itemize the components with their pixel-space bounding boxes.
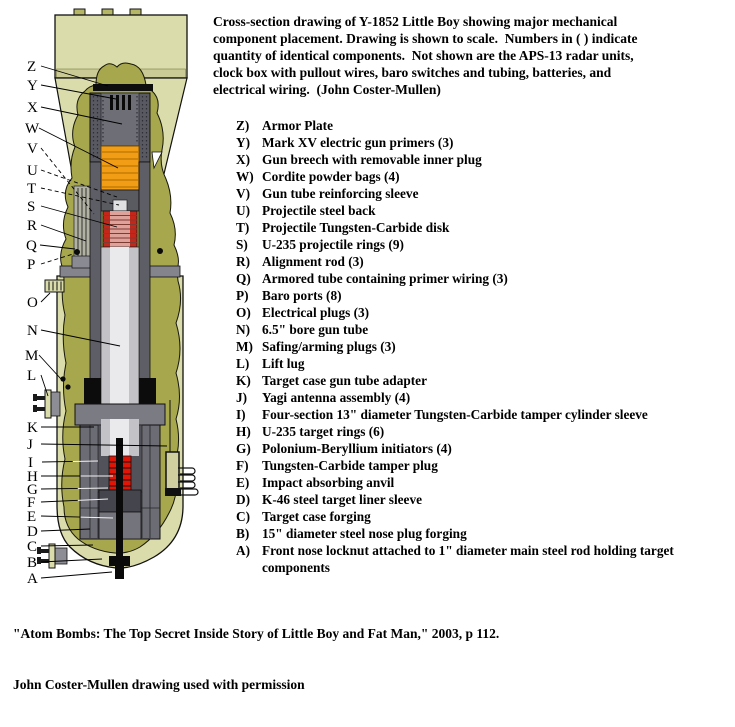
legend-item [236,525,733,542]
legend-item-text: Tungsten-Carbide tamper plug [262,457,733,474]
legend-item-text: Armor Plate [262,117,733,134]
legend-item [236,508,733,525]
legend-item-letter: L) [236,355,262,372]
safing-plug [60,376,65,381]
legend-item [236,219,733,236]
callout-letter-H: H [27,469,38,485]
legend-item-text: Safing/arming plugs (3) [262,338,733,355]
legend-item-text: Projectile steel back [262,202,733,219]
legend-item-text: Front nose locknut attached to 1" diameter main steel rod holding target components [262,542,733,576]
callout-letter-W: W [25,121,40,137]
legend-item-text: Polonium-Beryllium initiators (4) [262,440,733,457]
legend-item [236,372,733,389]
legend-item [236,236,733,253]
callout-letter-A: A [27,571,38,587]
legend-item [236,117,733,134]
baro-port [74,249,80,255]
nose-locknut [109,556,130,566]
leader-line-I [42,461,73,462]
legend-item [236,202,733,219]
bomb-cross-section-diagram [0,0,230,640]
legend-item-text: 6.5" bore gun tube [262,321,733,338]
legend-item-letter: H) [236,423,262,440]
legend-item-text: Gun breech with removable inner plug [262,151,733,168]
electrical-plug [45,280,64,292]
baro-port [157,248,163,254]
callout-letter-P: P [27,257,35,273]
legend-item-letter: E) [236,474,262,491]
u235-projectile-rings [103,211,137,247]
legend-item [236,304,733,321]
lift-lug [33,390,60,418]
callout-letter-V: V [27,141,38,157]
legend-item-text: Yagi antenna assembly (4) [262,389,733,406]
legend-item-text: Baro ports (8) [262,287,733,304]
legend-item-letter: N) [236,321,262,338]
legend-item-letter: Z) [236,117,262,134]
legend-item-text: Projectile Tungsten-Carbide disk [262,219,733,236]
legend-item [236,253,733,270]
callout-letter-K: K [27,420,38,436]
callout-letter-I: I [28,455,33,471]
armor-plate [93,84,153,91]
legend-item-letter: I) [236,406,262,423]
legend-item-letter: Q) [236,270,262,287]
legend-item-text: Target case forging [262,508,733,525]
gun-tube-bore [101,247,139,425]
intro-line: Cross-section drawing of Y-1852 Little Boy showing major mechanical [213,13,733,30]
callout-letter-Y: Y [27,78,38,94]
legend-item [236,355,733,372]
legend-item-text: U-235 projectile rings (9) [262,236,733,253]
intro-line: component placement. Drawing is shown to scale. Numbers in ( ) indicate [213,30,733,47]
component-legend [236,117,733,576]
legend-item [236,321,733,338]
legend-item [236,423,733,440]
callout-letter-D: D [27,524,38,540]
legend-item-text: K-46 steel target liner sleeve [262,491,733,508]
legend-item [236,440,733,457]
callout-letter-L: L [27,368,36,384]
leader-line-A [41,572,112,578]
legend-item-letter: O) [236,304,262,321]
callout-letter-G: G [27,482,38,498]
legend-item-letter: P) [236,287,262,304]
legend-item-letter: V) [236,185,262,202]
callout-letter-O: O [27,295,38,311]
leader-line-G [41,488,78,489]
callout-letter-T: T [27,181,36,197]
callout-letter-E: E [27,509,36,525]
callout-letter-M: M [25,348,38,364]
legend-item-text: Mark XV electric gun primers (3) [262,134,733,151]
intro-line: clock box with pullout wires, baro switches and tubing, batteries, and [213,64,733,81]
legend-item [236,457,733,474]
callout-letter-B: B [27,555,37,571]
legend-item-text: U-235 target rings (6) [262,423,733,440]
citation-line-1: "Atom Bombs: The Top Secret Inside Story of Little Boy and Fat Man," 2003, p 112. [13,625,499,642]
legend-item [236,406,733,423]
legend-item [236,151,733,168]
intro-line: quantity of identical components. Not shown are the APS-13 radar units, [213,47,733,64]
legend-item-text: Armored tube containing primer wiring (3) [262,270,733,287]
legend-item-text: 15" diameter steel nose plug forging [262,525,733,542]
legend-item-text: Four-section 13" diameter Tungsten-Carbide tamper cylinder sleeve [262,406,733,423]
legend-item-letter: D) [236,491,262,508]
legend-item-text: Lift lug [262,355,733,372]
callout-letter-C: C [27,539,37,555]
tungsten-carbide-disk [113,200,127,211]
legend-item [236,134,733,151]
callout-letter-N: N [27,323,38,339]
safing-plug [65,384,70,389]
legend-item-letter: Y) [236,134,262,151]
callout-letter-S: S [27,199,35,215]
callout-letter-F: F [27,495,35,511]
leader-line-O [41,293,50,302]
case-joint-ledge [146,266,180,277]
callout-letter-Q: Q [26,238,37,254]
citation [13,591,499,727]
legend-item [236,185,733,202]
legend-item-letter: K) [236,372,262,389]
legend-item-letter: M) [236,338,262,355]
legend-item-letter: R) [236,253,262,270]
legend-item [236,474,733,491]
legend-item-letter: B) [236,525,262,542]
legend-item-letter: X) [236,151,262,168]
citation-line-2: John Coster-Mullen drawing used with permission [13,676,499,693]
legend-item [236,270,733,287]
legend-item [236,389,733,406]
legend-item-text: Gun tube reinforcing sleeve [262,185,733,202]
legend-item-text: Electrical plugs (3) [262,304,733,321]
legend-item-letter: T) [236,219,262,236]
cordite-powder-bags [101,146,139,190]
legend-item-text: Cordite powder bags (4) [262,168,733,185]
legend-item-text: Target case gun tube adapter [262,372,733,389]
legend-item-letter: A) [236,542,262,559]
legend-item-letter: G) [236,440,262,457]
intro-line: electrical wiring. (John Coster-Mullen) [213,81,733,98]
legend-item-letter: F) [236,457,262,474]
legend-item-letter: W) [236,168,262,185]
nose-flange [37,544,67,568]
intro-paragraph [213,13,733,98]
callout-letter-X: X [27,100,38,116]
legend-item [236,338,733,355]
legend-item [236,542,733,576]
legend-item-letter: J) [236,389,262,406]
legend-item [236,491,733,508]
legend-item [236,287,733,304]
legend-item-text: Alignment rod (3) [262,253,733,270]
callout-letter-Z: Z [27,59,36,75]
legend-item-letter: C) [236,508,262,525]
legend-item-letter: S) [236,236,262,253]
legend-item [236,168,733,185]
callout-letter-J: J [27,437,33,453]
callout-letter-U: U [27,163,38,179]
callout-letter-R: R [27,218,37,234]
legend-item-text: Impact absorbing anvil [262,474,733,491]
legend-item-letter: U) [236,202,262,219]
